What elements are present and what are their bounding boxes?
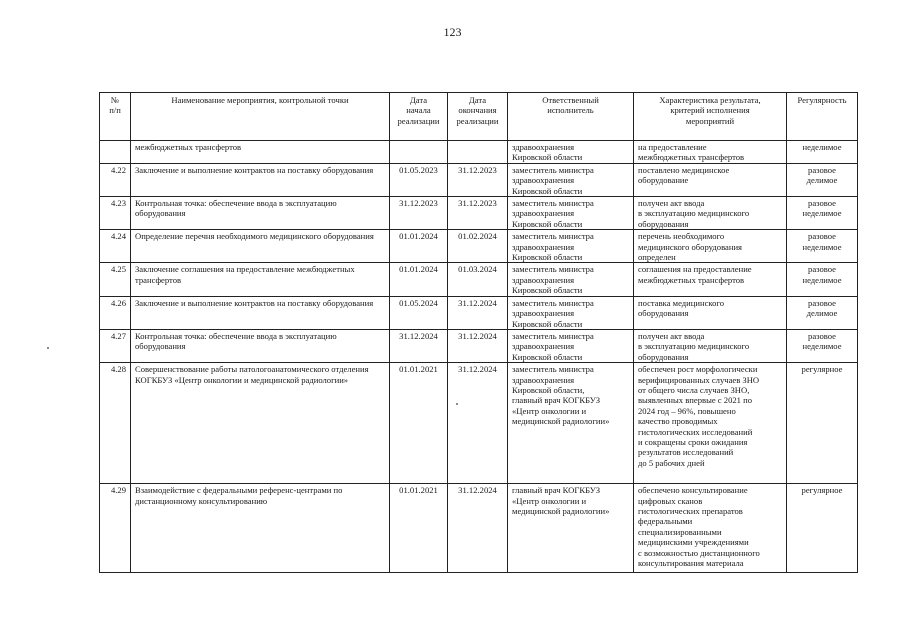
row-regularity: регулярное — [787, 484, 858, 573]
row-number: 4.23 — [100, 197, 131, 230]
row-regularity: разовое делимое — [787, 296, 858, 329]
row-name: Определение перечня необходимого медицинского оборудования — [131, 230, 390, 263]
row-end: 31.12.2024 — [448, 484, 508, 573]
row-regularity: регулярное — [787, 363, 858, 484]
header-regularity: Регулярность — [787, 93, 858, 141]
row-number: 4.24 — [100, 230, 131, 263]
row-number: 4.22 — [100, 163, 131, 196]
row-responsible: заместитель министра здравоохранения Кировской области — [508, 230, 634, 263]
row-end: 01.03.2024 — [448, 263, 508, 296]
row-responsible: главный врач КОГКБУЗ «Центр онкологии и медицинской радиологии» — [508, 484, 634, 573]
row-result: получен акт ввода в эксплуатацию медицинского оборудования — [634, 329, 787, 362]
row-start: 01.01.2024 — [390, 230, 448, 263]
row-end: 31.12.2024 — [448, 363, 508, 484]
row-name: Контрольная точка: обеспечение ввода в эксплуатацию оборудования — [131, 197, 390, 230]
row-responsible: заместитель министра здравоохранения Кировской области, главный врач КОГКБУЗ «Центр онкологии и медицинской радиологии» — [508, 363, 634, 484]
table-row — [100, 329, 858, 362]
row-end: 31.12.2023 — [448, 197, 508, 230]
row-responsible: заместитель министра здравоохранения Кировской области — [508, 197, 634, 230]
row-name: Контрольная точка: обеспечение ввода в эксплуатацию оборудования — [131, 329, 390, 362]
header-responsible: Ответственный исполнитель — [508, 93, 634, 141]
table-row — [100, 484, 858, 573]
table-row — [100, 230, 858, 263]
header-start-date: Дата начала реализации — [390, 93, 448, 141]
row-name: Заключение и выполнение контрактов на поставку оборудования — [131, 163, 390, 196]
row-responsible: заместитель министра здравоохранения Кировской области — [508, 329, 634, 362]
row-name: Заключение соглашения на предоставление межбюджетных трансфертов — [131, 263, 390, 296]
row-name: Взаимодействие с федеральными референс-центрами по дистанционному консультированию — [131, 484, 390, 573]
row-regularity: неделимое — [787, 141, 858, 164]
row-number: 4.29 — [100, 484, 131, 573]
row-name: Совершенствование работы патологоанатомического отделения КОГКБУЗ «Центр онкологии и медицинской радиологии» — [131, 363, 390, 484]
row-result: соглашения на предоставление межбюджетных трансфертов — [634, 263, 787, 296]
table-row — [100, 141, 858, 164]
header-number: № п/п — [100, 93, 131, 141]
row-result: обеспечено консультирование цифровых сканов гистологических препаратов федеральными специализированными медицинскими учреждениями с возможностью дистанционного консультирования материала — [634, 484, 787, 573]
row-start: 31.12.2023 — [390, 197, 448, 230]
row-result: на предоставление межбюджетных трансфертов — [634, 141, 787, 164]
row-regularity: разовое неделимое — [787, 329, 858, 362]
row-end — [448, 141, 508, 164]
row-responsible: заместитель министра здравоохранения Кировской области — [508, 263, 634, 296]
row-responsible: заместитель министра здравоохранения Кировской области — [508, 296, 634, 329]
table-row — [100, 363, 858, 484]
row-result: поставка медицинского оборудования — [634, 296, 787, 329]
row-responsible: заместитель министра здравоохранения Кировской области — [508, 163, 634, 196]
row-end: 01.02.2024 — [448, 230, 508, 263]
row-number — [100, 141, 131, 164]
row-number: 4.28 — [100, 363, 131, 484]
row-regularity: разовое неделимое — [787, 230, 858, 263]
row-result: перечень необходимого медицинского оборудования определен — [634, 230, 787, 263]
table-row — [100, 263, 858, 296]
row-result: обеспечен рост морфологически верифицированных случаев ЗНО от общего числа случаев ЗНО, выявленных впервые с 2021 по 2024 год – 96%, повышено качество проводимых гистологических исследований и сокращены сроки ожидания результатов исследований до 5 рабочих дней — [634, 363, 787, 484]
row-responsible: здравоохранения Кировской области — [508, 141, 634, 164]
row-name: Заключение и выполнение контрактов на поставку оборудования — [131, 296, 390, 329]
row-start: 01.01.2021 — [390, 484, 448, 573]
row-number: 4.25 — [100, 263, 131, 296]
page-number: 123 — [443, 25, 462, 39]
row-result: поставлено медицинское оборудование — [634, 163, 787, 196]
row-result: получен акт ввода в эксплуатацию медицинского оборудования — [634, 197, 787, 230]
row-start — [390, 141, 448, 164]
table-row — [100, 296, 858, 329]
scan-speck — [456, 403, 458, 405]
table-header-row — [100, 93, 858, 141]
row-start: 01.05.2023 — [390, 163, 448, 196]
activities-table — [99, 92, 858, 573]
header-end-date: Дата окончания реализации — [448, 93, 508, 141]
header-name: Наименование мероприятия, контрольной точки — [131, 93, 390, 141]
row-start: 01.05.2024 — [390, 296, 448, 329]
row-regularity: разовое делимое — [787, 163, 858, 196]
table-row — [100, 163, 858, 196]
row-regularity: разовое неделимое — [787, 263, 858, 296]
header-result: Характеристика результата, критерий исполнения мероприятий — [634, 93, 787, 141]
row-end: 31.12.2024 — [448, 329, 508, 362]
table-row — [100, 197, 858, 230]
scan-speck — [47, 347, 49, 349]
row-end: 31.12.2024 — [448, 296, 508, 329]
row-start: 01.01.2021 — [390, 363, 448, 484]
row-end: 31.12.2023 — [448, 163, 508, 196]
row-start: 01.01.2024 — [390, 263, 448, 296]
row-regularity: разовое неделимое — [787, 197, 858, 230]
row-number: 4.27 — [100, 329, 131, 362]
row-number: 4.26 — [100, 296, 131, 329]
row-name: межбюджетных трансфертов — [131, 141, 390, 164]
row-start: 31.12.2024 — [390, 329, 448, 362]
